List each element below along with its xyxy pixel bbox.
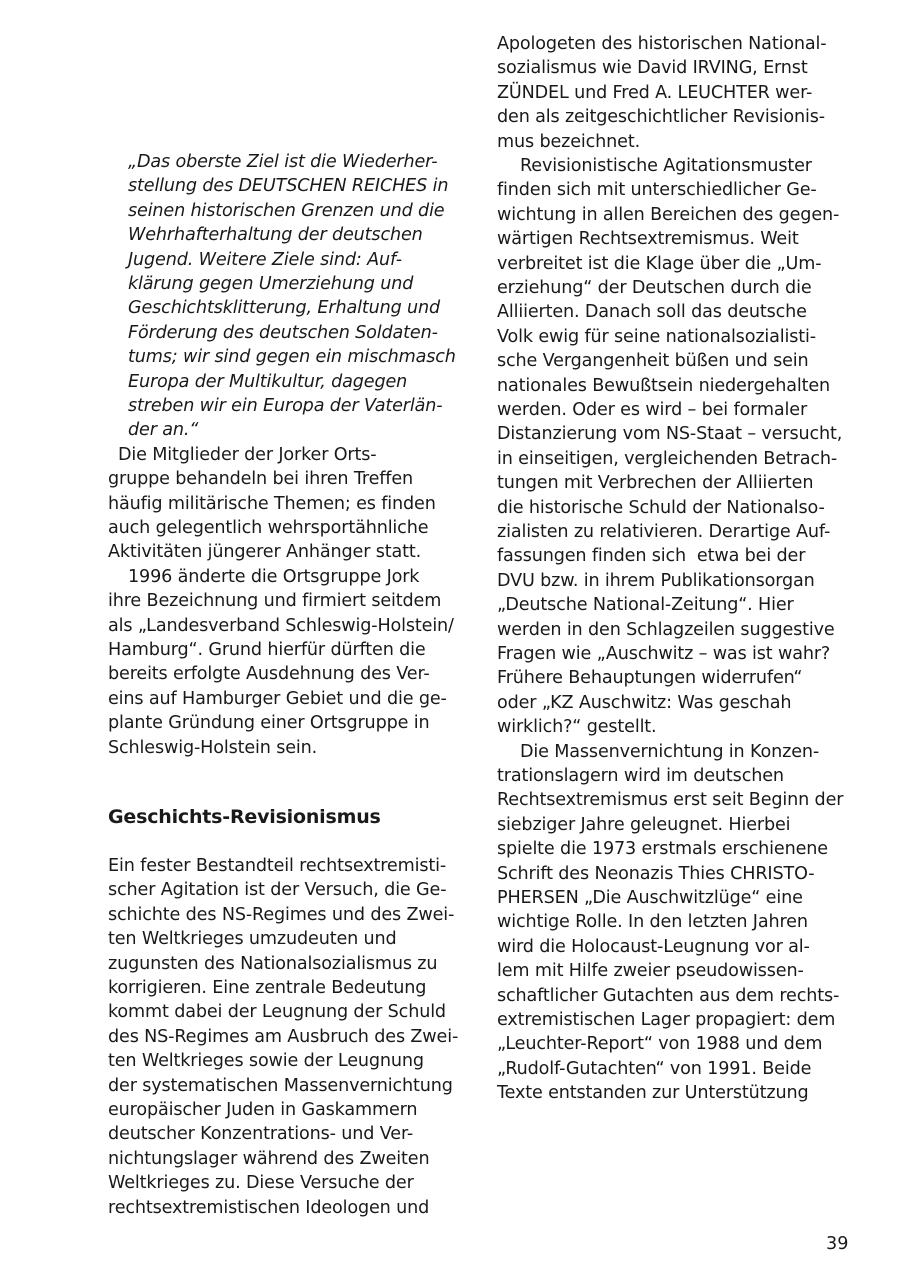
text-line: Fragen wie „Auschwitz – was ist wahr? (497, 644, 831, 664)
text-line: europäischer Juden in Gaskammern (108, 1100, 418, 1120)
text-line: spielte die 1973 erstmals erschienene (497, 839, 828, 860)
text-line: Weltkrieges zu. Diese Versuche der (108, 1173, 414, 1194)
text-line: sche Vergangenheit büßen und sein (497, 351, 809, 372)
text-line: oder „KZ Auschwitz: Was geschah (497, 692, 792, 713)
text-line: zialisten zu relativieren. Derartige Auf- (497, 522, 831, 542)
quote-line: Förderung des deutschen Soldaten- (128, 322, 438, 343)
text-line: schaftlicher Gutachten aus dem rechts- (497, 985, 840, 1006)
text-line: scher Agitation ist der Versuch, die Ge- (108, 880, 447, 901)
text-line: „Leuchter-Report“ von 1988 und dem (497, 1034, 823, 1055)
text-line: plante Gründung einer Ortsgruppe in (108, 713, 430, 734)
text-line: Die Massenvernichtung in Konzen- (520, 741, 820, 762)
text-line: siebziger Jahre geleugnet. Hierbei (497, 814, 791, 835)
text-line: häufig militärische Themen; es finden (108, 493, 436, 514)
text-line: tungen mit Verbrechen der Alliierten (497, 473, 814, 494)
text-line: des NS-Regimes am Ausbruch des Zwei- (108, 1026, 459, 1047)
text-line: werden in den Schlagzeilen suggestive (497, 619, 835, 640)
text-line: fassungen finden sich etwa bei der (497, 546, 806, 567)
quote-line: klärung gegen Umerziehung und (128, 274, 414, 294)
text-line: ten Weltkrieges sowie der Leugnung (108, 1051, 424, 1072)
text-line: DVU bzw. in ihrem Publikationsorgan (497, 570, 815, 591)
text-line: Die Mitglieder der Jorker Orts- (118, 444, 377, 465)
text-line: „Deutsche National-Zeitung“. Hier (497, 595, 794, 616)
quote-line: Europa der Multikultur, dagegen (128, 371, 408, 392)
text-line: Distanzierung vom NS-Staat – versucht, (497, 424, 843, 445)
text-line: trationslagern wird im deutschen (497, 766, 784, 786)
text-line: Aktivitäten jüngerer Anhänger statt. (108, 542, 422, 563)
text-line: auch gelegentlich wehrsportähnliche (108, 518, 429, 538)
quote-line: streben wir ein Europa der Vaterlän- (128, 396, 443, 416)
text-line: wichtige Rolle. In den letzten Jahren (497, 912, 808, 933)
text-line: rechtsextremistischen Ideologen und (108, 1197, 430, 1218)
text-line: zugunsten des Nationalsozialismus zu (108, 953, 438, 974)
text-line: Rechtsextremismus erst seit Beginn der (497, 790, 844, 811)
quote-line: Wehrhafterhaltung der deutschen (128, 225, 423, 246)
text-line: Alliierten. Danach soll das deutsche (497, 302, 807, 323)
quote-line: der an.“ (128, 420, 199, 441)
text-line: ZÜNDEL und Fred A. LEUCHTER wer- (497, 82, 813, 103)
text-line: kommt dabei der Leugnung der Schuld (108, 1002, 446, 1023)
text-line: schichte des NS-Regimes und des Zwei- (108, 904, 455, 925)
text-line: ihre Bezeichnung und firmiert seitdem (108, 591, 442, 612)
text-line: verbreitet ist die Klage über die „Um- (497, 253, 822, 274)
text-line: wirklich?“ gestellt. (497, 717, 657, 738)
text-line: Frühere Behauptungen widerrufen“ (497, 668, 803, 689)
quote-line: stellung des DEUTSCHEN REICHES in (128, 176, 449, 197)
page-number: 39 (826, 1234, 849, 1254)
text-line: nationales Bewußtsein niedergehalten (497, 375, 830, 396)
text-line: PHERSEN „Die Auschwitzlüge“ eine (497, 888, 803, 908)
text-line: deutscher Konzentrations- und Ver- (108, 1124, 414, 1145)
text-line: wichtung in allen Bereichen des gegen- (497, 204, 840, 225)
text-line: ten Weltkrieges umzudeuten und (108, 929, 397, 950)
text-line: wird die Holocaust-Leugnung vor al- (497, 936, 810, 957)
text-line: mus bezeichnet. (497, 131, 641, 152)
text-line: als „Landesverband Schleswig-Holstein/ (108, 615, 454, 636)
text-line: 1996 änderte die Ortsgruppe Jork (128, 566, 420, 587)
text-line: finden sich mit unterschiedlicher Ge- (497, 180, 817, 201)
quote-line: Jugend. Weitere Ziele sind: Auf- (128, 249, 402, 270)
text-line: lem mit Hilfe zweier pseudowissen- (497, 961, 804, 982)
text-line: Revisionistische Agitationsmuster (520, 156, 812, 176)
text-line: gruppe behandeln bei ihren Treffen (108, 469, 414, 490)
text-line: eins auf Hamburger Gebiet und die ge- (108, 688, 447, 709)
text-line: die historische Schuld der Nationalso- (497, 497, 825, 518)
text-line: korrigieren. Eine zentrale Bedeutung (108, 978, 427, 998)
text-line: bereits erfolgte Ausdehnung des Ver- (108, 664, 430, 685)
text-line: wärtigen Rechtsextremismus. Weit (497, 229, 799, 250)
text-line: Schrift des Neonazis Thies CHRISTO- (497, 863, 815, 884)
text-line: der systematischen Massenvernichtung (108, 1075, 453, 1096)
text-line: Hamburg“. Grund hierfür dürften die (108, 640, 426, 660)
text-line: Apologeten des historischen National- (497, 34, 827, 54)
text-line: „Rudolf-Gutachten“ von 1991. Beide (497, 1058, 812, 1079)
text-line: Ein fester Bestandteil rechtsextremisti- (108, 856, 447, 876)
text-line: Volk ewig für seine nationalsozialisti- (497, 326, 816, 347)
quote-line: seinen historischen Grenzen und die (128, 200, 445, 221)
text-line: Texte entstanden zur Unterstützung (497, 1083, 809, 1104)
quote-line: Geschichtsklitterung, Erhaltung und (128, 298, 441, 319)
text-line: erziehung“ der Deutschen durch die (497, 278, 812, 298)
text-line: nichtungslager während des Zweiten (108, 1148, 430, 1169)
text-line: sozialismus wie David IRVING, Ernst (497, 58, 808, 79)
section-heading: Geschichts-Revisionismus (108, 806, 381, 828)
text-line: werden. Oder es wird – bei formaler (497, 400, 808, 420)
quote-line: tums; wir sind gegen ein mischmasch (128, 347, 456, 368)
quote-line: „Das oberste Ziel ist die Wiederher- (128, 152, 438, 172)
text-line: in einseitigen, vergleichenden Betrach- (497, 448, 838, 469)
text-line: Schleswig-Holstein sein. (108, 737, 318, 758)
text-line: extremistischen Lager propagiert: dem (497, 1010, 836, 1030)
text-line: den als zeitgeschichtlicher Revisionis- (497, 107, 825, 128)
